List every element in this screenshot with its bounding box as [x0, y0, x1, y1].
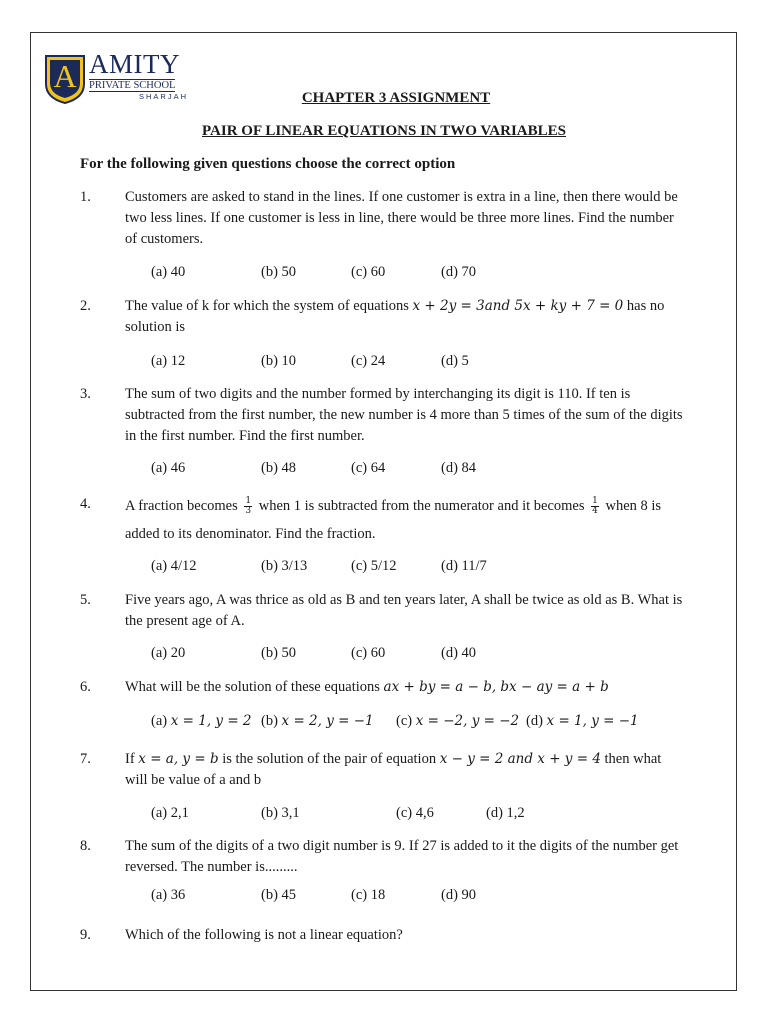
- logo-subtitle: PRIVATE SCHOOL: [89, 80, 176, 91]
- question-text: The sum of two digits and the number formed by interchanging its digit is 110. If ten is subtracted from the first number, the new number is 4 more than 5 times of the sum of the digits in the first number. Find the first number.: [125, 386, 683, 444]
- option-a: (a) x = 1, y = 2: [151, 713, 252, 729]
- option-b: (b) 50: [261, 264, 297, 280]
- question-text: A fraction becomes $\frac{1}{3}$ when 1 is subtracted from the numerator and it becomes $\frac{1}{4}$ when 8 is added to its denominator. Find the fraction.: [125, 496, 662, 542]
- fraction-one-third: $\frac{1}{3}$: [245, 496, 252, 517]
- question-text: What will be the solution of these equations ax + by = a − b, bx − ay = a + b: [125, 679, 609, 695]
- option-c: (c) 24: [351, 353, 386, 369]
- option-d: (d) 5: [441, 353, 469, 369]
- logo-name: AMITY: [89, 49, 180, 79]
- question-number: 5.: [80, 592, 91, 608]
- option-c: (c) 60: [351, 645, 386, 661]
- instruction: For the following given questions choose the correct option: [80, 156, 456, 172]
- option-c: (c) x = −2, y = −2: [396, 713, 520, 729]
- option-b: (b) 48: [261, 460, 297, 476]
- option-a: (a) 46: [151, 460, 186, 476]
- option-d: (d) x = 1, y = −1: [526, 713, 639, 729]
- option-b: (b) 3/13: [261, 558, 308, 574]
- option-a: (a) 40: [151, 264, 186, 280]
- logo-letter: A: [53, 58, 77, 94]
- question-text: If x = a, y = b is the solution of the pair of equation x − y = 2 and x + y = 4 then what will be value of a and b: [125, 751, 662, 788]
- question-number: 6.: [80, 679, 91, 695]
- question-number: 3.: [80, 386, 91, 402]
- fraction-one-fourth: $\frac{1}{4}$: [592, 496, 598, 517]
- option-a: (a) 12: [151, 353, 186, 369]
- option-b: (b) x = 2, y = −1: [261, 713, 374, 729]
- option-b: (b) 50: [261, 645, 297, 661]
- question-text: The sum of the digits of a two digit number is 9. If 27 is added to it the digits of the number get reversed. The number is.........: [125, 838, 679, 875]
- question-number: 8.: [80, 838, 91, 854]
- equation: x − y = 2 and x + y = 4: [439, 751, 601, 767]
- option-d: (d) 11/7: [441, 558, 487, 574]
- option-c: (c) 60: [351, 264, 386, 280]
- option-c: (c) 18: [351, 887, 386, 903]
- question-number: 4.: [80, 496, 91, 512]
- question-number: 7.: [80, 751, 91, 767]
- question-number: 1.: [80, 189, 91, 205]
- question-text: Which of the following is not a linear equation?: [125, 927, 403, 943]
- option-a: (a) 20: [151, 645, 186, 661]
- question-text: The value of k for which the system of equations x + 2y = 3and 5x + ky + 7 = 0 has no solution is: [125, 298, 665, 335]
- question-number: 2.: [80, 298, 91, 314]
- option-c: (c) 5/12: [351, 558, 397, 574]
- option-c: (c) 4,6: [396, 805, 434, 821]
- equation: x = a, y = b: [138, 751, 219, 767]
- topic-title: PAIR OF LINEAR EQUATIONS IN TWO VARIABLES: [202, 123, 566, 139]
- chapter-title: CHAPTER 3 ASSIGNMENT: [301, 90, 491, 106]
- option-b: (b) 3,1: [261, 805, 300, 821]
- option-d: (d) 70: [441, 264, 477, 280]
- question-text: Customers are asked to stand in the lines. If one customer is extra in a line, then there would be two less lines. If one customer is less in line, there would be three more lines. Find the number of customers.: [125, 189, 678, 247]
- equation: ax + by = a − b, bx − ay = a + b: [383, 679, 609, 695]
- option-d: (d) 90: [441, 887, 477, 903]
- question-text: Five years ago, A was thrice as old as B and ten years later, A shall be twice as old as B. What is the present age of A.: [125, 592, 683, 629]
- option-d: (d) 84: [441, 460, 477, 476]
- option-c: (c) 64: [351, 460, 386, 476]
- option-a: (a) 36: [151, 887, 186, 903]
- option-d: (d) 1,2: [486, 805, 525, 821]
- option-b: (b) 45: [261, 887, 297, 903]
- logo-location: SHARJAH: [139, 92, 189, 101]
- equation: x + 2y = 3and 5x + ky + 7 = 0: [412, 298, 624, 314]
- option-d: (d) 40: [441, 645, 477, 661]
- option-a: (a) 2,1: [151, 805, 189, 821]
- question-number: 9.: [80, 927, 91, 943]
- option-b: (b) 10: [261, 353, 297, 369]
- option-a: (a) 4/12: [151, 558, 197, 574]
